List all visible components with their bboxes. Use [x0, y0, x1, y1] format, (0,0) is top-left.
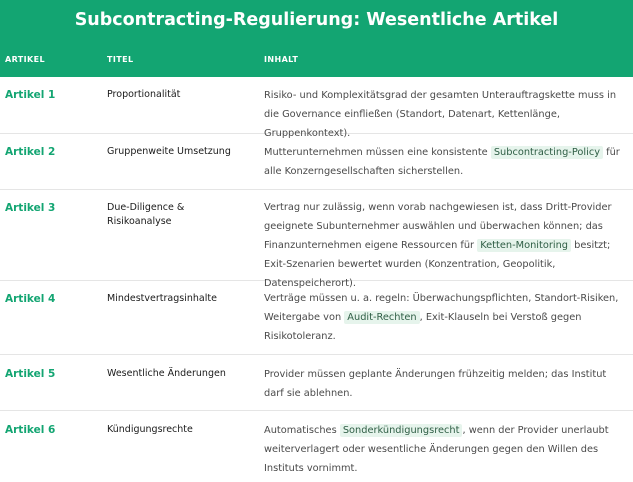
content-text: für alle Konzerngesellschaften sicherstellen.: [264, 147, 620, 177]
article-number: Artikel 6: [5, 424, 56, 436]
article-title: Due-Diligence & Risikoanalyse: [107, 202, 185, 227]
article-number: Artikel 2: [5, 146, 56, 158]
article-title: Proportionalität: [107, 89, 181, 100]
article-number: Artikel 4: [5, 293, 56, 305]
article-title: Kündigungsrechte: [107, 424, 193, 435]
highlighted-term: Subcontracting-Policy: [491, 146, 603, 159]
table-row: [0, 281, 633, 355]
table-row: [0, 77, 633, 139]
article-title: Mindestvertragsinhalte: [107, 293, 217, 304]
column-header-titel: TITEL: [107, 55, 134, 64]
highlighted-term: Sonderkündigungsrecht: [340, 424, 463, 437]
content-text: Verträge müssen u. a. regeln: Überwachungspflichten, Standort-Risiken, Weitergabe von: [264, 293, 619, 323]
article-content: [264, 421, 626, 478]
table-row: [0, 411, 633, 482]
content-text: , Exit-Klauseln bei Verstoß gegen Risikotoleranz.: [264, 312, 582, 342]
article-content: [264, 289, 626, 346]
content-text: Provider müssen geplante Änderungen frühzeitig melden; das Institut darf sie ablehnen.: [264, 369, 607, 399]
article-content: [264, 143, 626, 181]
table-row: [0, 134, 633, 190]
column-header-inhalt: INHALT: [264, 55, 299, 64]
content-text: Automatisches: [264, 425, 340, 436]
article-number: Artikel 1: [5, 89, 56, 101]
content-text: Vertrag nur zulässig, wenn vorab nachgewiesen ist, dass Dritt-Provider geeignete Subunternehmer auswählen und überwachen können; das Finanzunternehmen eigene Ressourcen für: [264, 202, 612, 251]
article-content: [264, 198, 626, 293]
article-title: Gruppenweite Umsetzung: [107, 146, 231, 157]
article-number: Artikel 3: [5, 202, 56, 214]
table-row: [0, 355, 633, 411]
content-text: , wenn der Provider unerlaubt weiterverlagert oder wesentliche Änderungen gegen den Willen des Instituts vornimmt.: [264, 425, 609, 474]
table-row: [0, 190, 633, 289]
content-text: Risiko- und Komplexitätsgrad der gesamten Unterauftragskette muss in die Governance einfließen (Standort, Datenart, Kettenlänge, Gruppenkontext).: [264, 90, 617, 139]
article-content: [264, 365, 626, 403]
content-text: besitzt; Exit-Szenarien bewertet wurden (Konzentration, Geopolitik, Datenspeicherort).: [264, 240, 611, 289]
page-title: Subcontracting-Regulierung: Wesentliche Artikel: [74, 10, 559, 30]
highlighted-term: Ketten-Monitoring: [477, 239, 571, 252]
article-title: Wesentliche Änderungen: [107, 368, 226, 379]
column-header-artikel: ARTIKEL: [5, 55, 45, 64]
table-header: [0, 0, 633, 77]
article-number: Artikel 5: [5, 368, 56, 380]
highlighted-term: Audit-Rechten: [344, 311, 419, 324]
content-text: Mutterunternehmen müssen eine konsistente: [264, 147, 491, 158]
